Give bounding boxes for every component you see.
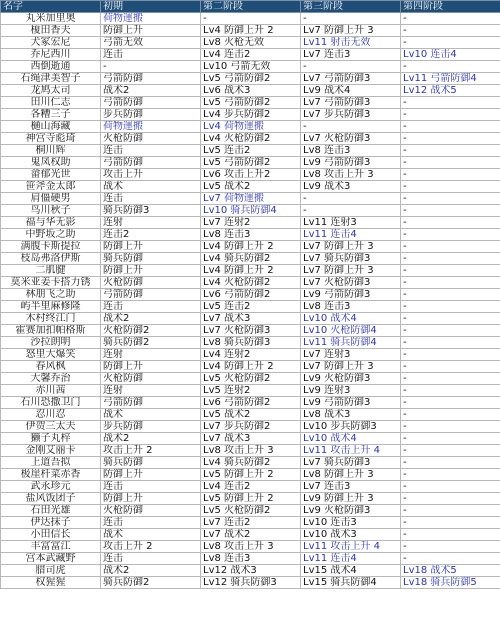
table-row — [1, 217, 500, 229]
cell-stage-2: Lv7 荷物運搬 — [201, 193, 301, 205]
table-body — [1, 13, 500, 589]
cell-stage-3: Lv7 骑兵防御3 — [301, 253, 401, 265]
cell-stage-4: - — [401, 409, 500, 421]
cell-stage-3: Lv11 攻击上升 4 — [301, 541, 401, 553]
cell-initial: 连击 — [101, 517, 201, 529]
header-initial: 初期 — [101, 1, 201, 13]
cell-name: 伊贺三太夫 — [1, 421, 101, 433]
cell-stage-2: Lv5 连击2 — [201, 301, 301, 313]
cell-stage-4: - — [401, 457, 500, 469]
cell-name: 乔尼西川 — [1, 49, 101, 61]
cell-name: 畲郁光世 — [1, 169, 101, 181]
cell-name: 林朋飞之助 — [1, 289, 101, 301]
cell-stage-2: Lv5 弓箭防御2 — [201, 157, 301, 169]
cell-stage-2: Lv10 弓箭无效 — [201, 61, 301, 73]
cell-initial: 骑兵防御 — [101, 253, 201, 265]
cell-name: 宫本武藏野 — [1, 553, 101, 565]
header-name: 名字 — [1, 1, 101, 13]
cell-name: 腊司虎 — [1, 565, 101, 577]
cell-stage-3: Lv10 火枪防御4 — [301, 325, 401, 337]
cell-initial: 战术2 — [101, 565, 201, 577]
cell-stage-3: Lv10 连击3 — [301, 517, 401, 529]
cell-stage-3: Lv7 弓箭防御3 — [301, 73, 401, 85]
cell-stage-2: Lv12 战术3 — [201, 565, 301, 577]
cell-stage-4: - — [401, 205, 500, 217]
cell-name: 桐川辉 — [1, 145, 101, 157]
cell-stage-4: - — [401, 241, 500, 253]
cell-stage-3: Lv10 战术4 — [301, 313, 401, 325]
cell-stage-2: Lv4 骑兵防御2 — [201, 253, 301, 265]
header-stage-4: 第四阶段 — [401, 1, 500, 13]
cell-initial: 骑兵防御2 — [101, 337, 201, 349]
cell-stage-4: - — [401, 361, 500, 373]
cell-stage-3: Lv15 骑兵防御4 — [301, 577, 401, 589]
cell-stage-2: Lv4 连击2 — [201, 49, 301, 61]
cell-initial: 战术2 — [101, 433, 201, 445]
cell-name: 鸟川秋子 — [1, 205, 101, 217]
cell-name: 中野坂之助 — [1, 229, 101, 241]
table-row — [1, 481, 500, 493]
cell-stage-4: - — [401, 421, 500, 433]
cell-stage-4: - — [401, 481, 500, 493]
cell-initial: 步兵防御 — [101, 109, 201, 121]
table-row — [1, 433, 500, 445]
table-row — [1, 121, 500, 133]
cell-initial: - — [101, 61, 201, 73]
cell-initial: 战术 — [101, 529, 201, 541]
table-row — [1, 373, 500, 385]
cell-stage-4: Lv12 战术5 — [401, 85, 500, 97]
cell-stage-3: Lv11 射击无效 — [301, 37, 401, 49]
table-row — [1, 397, 500, 409]
cell-stage-3: Lv11 连击4 — [301, 553, 401, 565]
table-row — [1, 265, 500, 277]
cell-stage-4: - — [401, 133, 500, 145]
cell-stage-2: Lv4 连射2 — [201, 349, 301, 361]
cell-stage-4: - — [401, 301, 500, 313]
cell-stage-3: - — [301, 193, 401, 205]
header-stage-2: 第二阶段 — [201, 1, 301, 13]
cell-initial: 步兵防御 — [101, 421, 201, 433]
cell-stage-4: - — [401, 181, 500, 193]
cell-name: 屿半里麻修隆 — [1, 301, 101, 313]
cell-stage-2: Lv5 防御上升 2 — [201, 469, 301, 481]
cell-name: 龙鸠太司 — [1, 85, 101, 97]
cell-stage-3: Lv7 骑兵防御3 — [301, 457, 401, 469]
cell-stage-4: Lv18 战术5 — [401, 565, 500, 577]
cell-initial: 连射 — [101, 385, 201, 397]
table-row — [1, 553, 500, 565]
cell-stage-3: Lv7 弓箭防御3 — [301, 97, 401, 109]
cell-stage-3: Lv8 防御上升 3 — [301, 469, 401, 481]
cell-stage-4: - — [401, 217, 500, 229]
cell-stage-2: Lv4 防御上升 2 — [201, 25, 301, 37]
table-row — [1, 13, 500, 25]
cell-stage-4: - — [401, 313, 500, 325]
cell-stage-3: Lv10 步兵防御3 — [301, 421, 401, 433]
cell-name: 丸米加里奥 — [1, 13, 101, 25]
cell-stage-3: Lv7 步兵防御3 — [301, 109, 401, 121]
table-row — [1, 385, 500, 397]
cell-stage-4: Lv10 连击4 — [401, 49, 500, 61]
cell-stage-2: Lv6 战术3 — [201, 85, 301, 97]
table-header — [1, 1, 500, 13]
cell-stage-2: Lv5 战术2 — [201, 409, 301, 421]
cell-initial: 火枪防御 — [101, 505, 201, 517]
cell-stage-2: Lv7 连击2 — [201, 517, 301, 529]
cell-name: 伊达抹子 — [1, 517, 101, 529]
cell-name: 赤川茜 — [1, 385, 101, 397]
cell-name: 满腹卡斯提拉 — [1, 241, 101, 253]
table-row — [1, 229, 500, 241]
cell-name: 丰富富江 — [1, 541, 101, 553]
cell-stage-4: - — [401, 349, 500, 361]
cell-initial: 攻击上升 — [101, 169, 201, 181]
cell-stage-3: Lv11 连击4 — [301, 229, 401, 241]
cell-name: 木村终江门 — [1, 313, 101, 325]
cell-name: 榎田香夫 — [1, 25, 101, 37]
cell-stage-3: Lv9 弓箭防御3 — [301, 397, 401, 409]
table-row — [1, 241, 500, 253]
cell-stage-2: Lv7 火枪防御3 — [201, 325, 301, 337]
cell-stage-2: Lv4 防御上升 2 — [201, 265, 301, 277]
cell-stage-3: Lv7 火枪防御3 — [301, 133, 401, 145]
cell-stage-4: - — [401, 469, 500, 481]
cell-stage-3: Lv8 连击3 — [301, 145, 401, 157]
cell-name: 石川恐撒卫门 — [1, 397, 101, 409]
header-stage-3: 第三阶段 — [301, 1, 401, 13]
cell-name: 樋山海藏 — [1, 121, 101, 133]
cell-stage-2: Lv4 防御上升 2 — [201, 361, 301, 373]
cell-name: 神宫寺彪琦 — [1, 133, 101, 145]
cell-name: 小田信长 — [1, 529, 101, 541]
cell-initial: 弓箭防御 — [101, 97, 201, 109]
table-row — [1, 109, 500, 121]
cell-stage-3: Lv7 防御上升 3 — [301, 361, 401, 373]
table-row — [1, 421, 500, 433]
table-row — [1, 517, 500, 529]
cell-stage-2: Lv8 连击3 — [201, 553, 301, 565]
table-row — [1, 37, 500, 49]
cell-stage-3: Lv8 战术3 — [301, 409, 401, 421]
cell-stage-2: Lv7 战术3 — [201, 433, 301, 445]
cell-name: 权猩猩 — [1, 577, 101, 589]
cell-stage-3: Lv9 防御上升 3 — [301, 493, 401, 505]
cell-name: 犬冢宏尼 — [1, 37, 101, 49]
cell-initial: 火枪防御 — [101, 133, 201, 145]
cell-stage-2: Lv8 火枪无效 — [201, 37, 301, 49]
cell-stage-3: Lv15 战术4 — [301, 565, 401, 577]
cell-stage-2: - — [201, 13, 301, 25]
cell-stage-3: Lv8 连击3 — [301, 301, 401, 313]
table-row — [1, 145, 500, 157]
cell-stage-4: - — [401, 61, 500, 73]
cell-name: 二肌腱 — [1, 265, 101, 277]
cell-name: 大馨乔治 — [1, 373, 101, 385]
cell-initial: 防御上升 — [101, 265, 201, 277]
cell-stage-3: Lv9 弓箭防御3 — [301, 157, 401, 169]
cell-initial: 弓箭防御 — [101, 157, 201, 169]
cell-stage-4: - — [401, 493, 500, 505]
cell-stage-4: - — [401, 253, 500, 265]
cell-stage-4: - — [401, 337, 500, 349]
cell-stage-2: Lv8 骑兵防御3 — [201, 337, 301, 349]
cell-stage-2: Lv6 攻击上升2 — [201, 169, 301, 181]
cell-stage-4: - — [401, 325, 500, 337]
table-row — [1, 289, 500, 301]
cell-stage-3: Lv9 战术4 — [301, 85, 401, 97]
cell-initial: 连击 — [101, 301, 201, 313]
table-row — [1, 493, 500, 505]
cell-initial: 连击 — [101, 145, 201, 157]
cell-stage-4: - — [401, 229, 500, 241]
cell-initial: 荷物運搬 — [101, 13, 201, 25]
cell-initial: 战术 — [101, 409, 201, 421]
cell-name: 笹斧金太郎 — [1, 181, 101, 193]
cell-stage-4: - — [401, 169, 500, 181]
cell-name: 福与华无影 — [1, 217, 101, 229]
cell-name: 武永珍元 — [1, 481, 101, 493]
cell-stage-4: - — [401, 289, 500, 301]
cell-stage-3: Lv7 防御上升 3 — [301, 25, 401, 37]
cell-name: 金刚艾丽卡 — [1, 445, 101, 457]
cell-stage-3: - — [301, 121, 401, 133]
cell-initial: 战术 — [101, 181, 201, 193]
cell-initial: 防御上升 — [101, 493, 201, 505]
cell-stage-3: Lv7 火枪防御3 — [301, 277, 401, 289]
table-row — [1, 337, 500, 349]
cell-initial: 弓箭防御 — [101, 289, 201, 301]
cell-name: 春风枫 — [1, 361, 101, 373]
cell-initial: 防御上升 — [101, 469, 201, 481]
cell-stage-2: Lv12 骑兵防御3 — [201, 577, 301, 589]
cell-initial: 连射 — [101, 217, 201, 229]
cell-stage-3: Lv10 战术3 — [301, 529, 401, 541]
table-row — [1, 97, 500, 109]
cell-stage-4: - — [401, 25, 500, 37]
cell-initial: 火枪防御 — [101, 373, 201, 385]
table-row — [1, 157, 500, 169]
cell-stage-3: Lv7 连射3 — [301, 349, 401, 361]
cell-stage-4: - — [401, 505, 500, 517]
cell-stage-3: - — [301, 205, 401, 217]
cell-stage-2: Lv5 防御上升 2 — [201, 493, 301, 505]
cell-stage-4: - — [401, 109, 500, 121]
cell-stage-4: - — [401, 529, 500, 541]
cell-stage-2: Lv7 战术3 — [201, 313, 301, 325]
cell-stage-3: Lv9 战术3 — [301, 181, 401, 193]
cell-name: 极崖杆菜赤香 — [1, 469, 101, 481]
cell-initial: 骑兵防御3 — [101, 205, 201, 217]
cell-stage-4: - — [401, 553, 500, 565]
cell-initial: 火枪防御2 — [101, 325, 201, 337]
cell-initial: 荷物運搬 — [101, 121, 201, 133]
table-row — [1, 469, 500, 481]
cell-initial: 攻击上升 2 — [101, 445, 201, 457]
cell-initial: 骑兵防御 — [101, 457, 201, 469]
table-row — [1, 529, 500, 541]
cell-stage-4: - — [401, 517, 500, 529]
cell-stage-2: Lv5 弓箭防御2 — [201, 97, 301, 109]
cell-initial: 连击 — [101, 49, 201, 61]
cell-name: 盐风饭团子 — [1, 493, 101, 505]
cell-name: 上道吾拟 — [1, 457, 101, 469]
cell-name: 霍赛加扣帕格斯 — [1, 325, 101, 337]
cell-stage-3: Lv11 骑兵防御4 — [301, 337, 401, 349]
cell-stage-3: Lv9 火枪防御3 — [301, 373, 401, 385]
cell-stage-2: Lv6 弓箭防御2 — [201, 289, 301, 301]
cell-stage-4: - — [401, 157, 500, 169]
cell-stage-4: - — [401, 97, 500, 109]
cell-name: 忍川忍 — [1, 409, 101, 421]
cell-initial: 连击 — [101, 193, 201, 205]
table-row — [1, 181, 500, 193]
table-row — [1, 85, 500, 97]
cell-initial: 弓箭无效 — [101, 37, 201, 49]
table-row — [1, 133, 500, 145]
cell-stage-3: Lv11 连射3 — [301, 217, 401, 229]
table-row — [1, 409, 500, 421]
table-row — [1, 565, 500, 577]
cell-stage-3: Lv8 攻击上升 3 — [301, 169, 401, 181]
table-row — [1, 205, 500, 217]
table-row — [1, 49, 500, 61]
cell-stage-2: Lv8 攻击上升 3 — [201, 541, 301, 553]
cell-stage-2: Lv5 火枪防御2 — [201, 505, 301, 517]
cell-initial: 连击 — [101, 481, 201, 493]
cell-initial: 弓箭防御 — [101, 73, 201, 85]
cell-stage-2: Lv6 弓箭防御2 — [201, 397, 301, 409]
cell-name: 莫米亚姜卡搭力锈 — [1, 277, 101, 289]
cell-initial: 连射 — [101, 349, 201, 361]
cell-stage-2: Lv7 步兵防御2 — [201, 421, 301, 433]
cell-stage-2: Lv5 火枪防御2 — [201, 373, 301, 385]
cell-name: 石田光雄 — [1, 505, 101, 517]
cell-stage-4: - — [401, 397, 500, 409]
cell-stage-2: Lv4 连击2 — [201, 481, 301, 493]
cell-stage-2: Lv5 连射2 — [201, 385, 301, 397]
cell-stage-2: Lv4 骑兵防御2 — [201, 457, 301, 469]
cell-stage-2: Lv8 连击3 — [201, 229, 301, 241]
cell-name: 肩僵硬男 — [1, 193, 101, 205]
cell-stage-3: Lv9 弓箭防御3 — [301, 289, 401, 301]
table-row — [1, 577, 500, 589]
table-row — [1, 253, 500, 265]
cell-initial: 弓箭防御 — [101, 397, 201, 409]
cell-stage-2: Lv7 战术2 — [201, 529, 301, 541]
header-row — [1, 1, 500, 13]
cell-initial: 防御上升 — [101, 25, 201, 37]
cell-stage-2: Lv4 火枪防御2 — [201, 133, 301, 145]
cell-stage-4: - — [401, 277, 500, 289]
cell-stage-3: Lv7 防御上升 3 — [301, 265, 401, 277]
cell-initial: 战术2 — [101, 85, 201, 97]
cell-stage-4: - — [401, 373, 500, 385]
cell-stage-4: - — [401, 37, 500, 49]
cell-initial: 骑兵防御2 — [101, 577, 201, 589]
cell-stage-4: - — [401, 193, 500, 205]
cell-stage-2: Lv8 攻击上升 3 — [201, 445, 301, 457]
cell-name: 枝岛弗洛伊斯 — [1, 253, 101, 265]
table-row — [1, 361, 500, 373]
table-row — [1, 61, 500, 73]
cell-name: 獭子丸梓 — [1, 433, 101, 445]
table-row — [1, 505, 500, 517]
table-row — [1, 325, 500, 337]
cell-stage-3: Lv10 战术4 — [301, 433, 401, 445]
cell-stage-4: - — [401, 445, 500, 457]
cell-stage-3: Lv7 连击3 — [301, 481, 401, 493]
cell-stage-2: Lv4 防御上升 2 — [201, 241, 301, 253]
cell-stage-3: Lv11 攻击上升 4 — [301, 445, 401, 457]
cell-stage-2: Lv4 火枪防御2 — [201, 277, 301, 289]
cell-stage-4: Lv18 骑兵防御5 — [401, 577, 500, 589]
table-row — [1, 169, 500, 181]
cell-stage-3: Lv9 连射3 — [301, 385, 401, 397]
cell-stage-2: Lv7 连射2 — [201, 217, 301, 229]
cell-stage-4: Lv11 弓箭防御4 — [401, 73, 500, 85]
cell-name: 怒里大爆笑 — [1, 349, 101, 361]
cell-initial: 战术2 — [101, 313, 201, 325]
cell-name: 各糟三子 — [1, 109, 101, 121]
cell-stage-2: Lv5 战术2 — [201, 181, 301, 193]
table-row — [1, 193, 500, 205]
cell-initial: 连击2 — [101, 229, 201, 241]
cell-stage-3: Lv7 防御上升 3 — [301, 241, 401, 253]
cell-stage-4: - — [401, 13, 500, 25]
cell-initial: 火枪防御 — [101, 277, 201, 289]
cell-stage-4: - — [401, 121, 500, 133]
cell-initial: 防御上升 — [101, 361, 201, 373]
table-row — [1, 73, 500, 85]
cell-name: 沙拉朗明 — [1, 337, 101, 349]
table-row — [1, 445, 500, 457]
cell-stage-4: - — [401, 433, 500, 445]
cell-stage-3: Lv9 火枪防御3 — [301, 505, 401, 517]
table-row — [1, 277, 500, 289]
table-row — [1, 541, 500, 553]
cell-stage-3: - — [301, 13, 401, 25]
cell-stage-2: Lv5 弓箭防御2 — [201, 73, 301, 85]
cell-stage-2: Lv10 骑兵防御4 — [201, 205, 301, 217]
cell-stage-2: Lv4 步兵防御2 — [201, 109, 301, 121]
table-row — [1, 313, 500, 325]
cell-name: 田川仁志 — [1, 97, 101, 109]
cell-stage-4: - — [401, 385, 500, 397]
cell-stage-3: - — [301, 61, 401, 73]
cell-name: 石绳津美智子 — [1, 73, 101, 85]
cell-stage-2: Lv5 连击2 — [201, 145, 301, 157]
cell-stage-4: - — [401, 145, 500, 157]
cell-initial: 攻击上升 2 — [101, 541, 201, 553]
cell-stage-3: Lv7 连击3 — [301, 49, 401, 61]
cell-stage-4: - — [401, 265, 500, 277]
table-row — [1, 301, 500, 313]
cell-initial: 连击 — [101, 553, 201, 565]
cell-initial: 防御上升 — [101, 241, 201, 253]
table-row — [1, 349, 500, 361]
cell-stage-4: - — [401, 541, 500, 553]
cell-name: 鬼凤权助 — [1, 157, 101, 169]
table-row — [1, 457, 500, 469]
cell-stage-2: Lv4 荷物運搬 — [201, 121, 301, 133]
cell-name: 西倒逝通 — [1, 61, 101, 73]
table-row — [1, 25, 500, 37]
